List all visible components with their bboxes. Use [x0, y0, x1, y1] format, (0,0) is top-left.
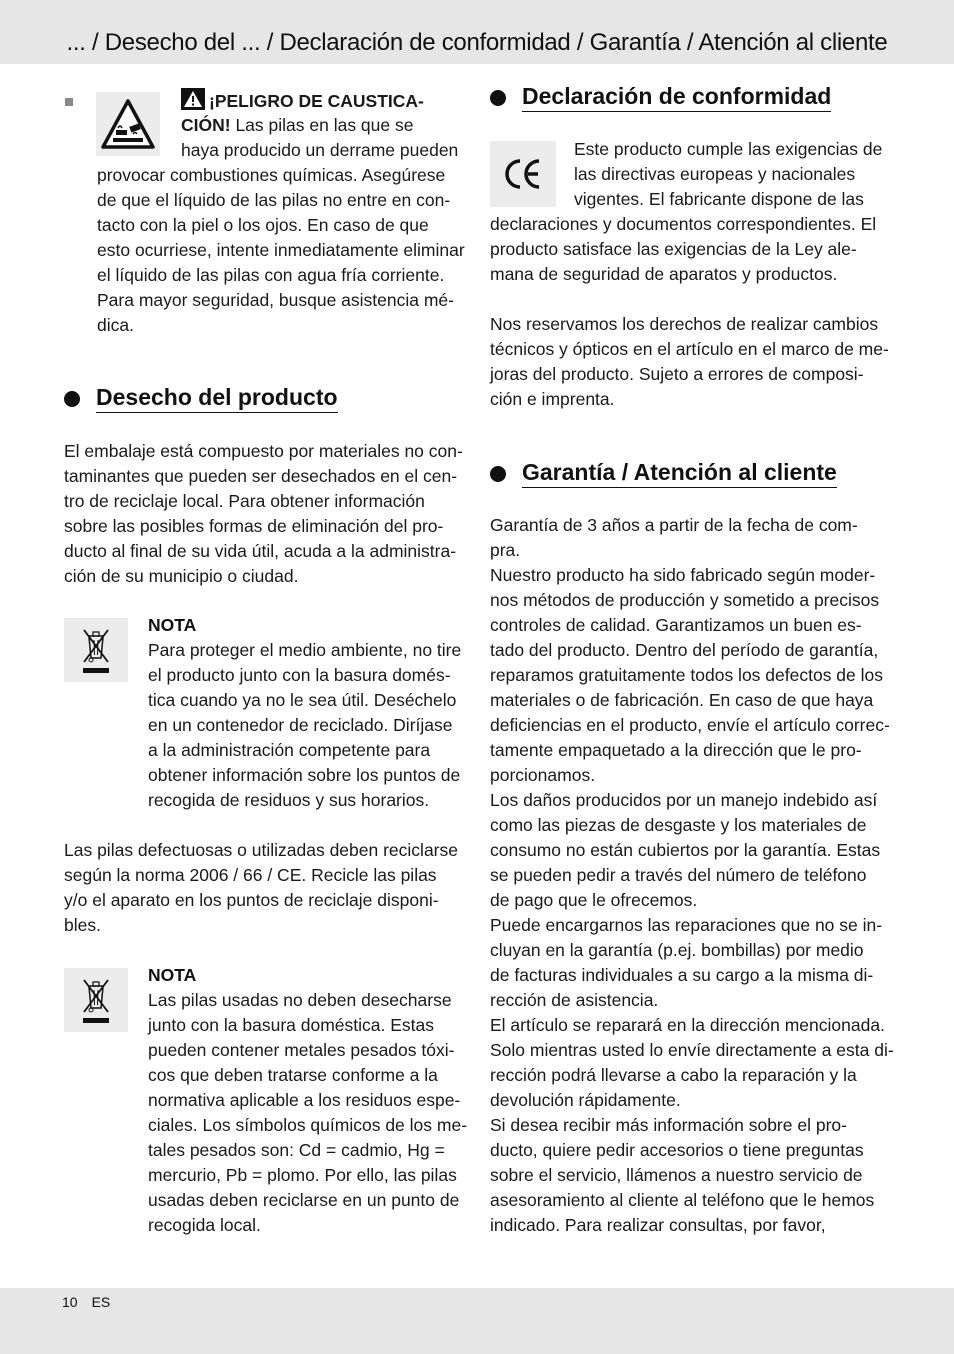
conformity-text-below: declaraciones y documentos correspondientes. El producto satisface las exigencias de la Ley ale- mana de seguridad de aparatos y productos. [490, 214, 877, 284]
language-code: ES [91, 1294, 111, 1310]
warning-line-2-text: Las pilas en las que se [230, 115, 414, 135]
crossed-out-bin-icon [64, 968, 128, 1032]
crossed-out-bin-icon [64, 618, 128, 682]
batteries-text: Las pilas defectuosas o utilizadas deben reciclarse según la norma 2006 / 66 / CE. Recicle las pilas y/o el aparato en los puntos de reciclaje disponi- bles. [64, 840, 458, 935]
warning-title: ¡PELIGRO DE CAUSTICA- [209, 91, 424, 111]
caustic-hazard-icon [96, 92, 160, 156]
footer-band [0, 1288, 954, 1354]
bullet-dot [64, 391, 80, 407]
footer [62, 1294, 124, 1310]
conformity-reserve: Nos reservamos los derechos de realizar cambios técnicos y ópticos en el artículo en el marco de me- joras del producto. Sujeto a errores de composi- ción e imprenta. [490, 314, 889, 409]
disposal-intro: El embalaje está compuesto por materiales no con- taminantes que pueden ser desechados en el cen- tro de reciclaje local. Para obtener información sobre las posibles formas de eliminación del pro- ducto al final de su vida útil, acuda a la administra- ción de su municipio o ciudad. [64, 441, 463, 586]
conformity-text-beside: Este producto cumple las exigencias de las directivas europeas y nacionales vigentes. El fabricante dispone de las [574, 139, 883, 209]
warning-body: provocar combustiones químicas. Asegúrese de que el líquido de las pilas no entre en con- tacto con la piel o los ojos. En caso de que esto ocurriese, intente inmediatamente eliminar el líquido de las pilas con agua fría corriente. Para mayor seguridad, busque asistencia mé- dica. [97, 165, 465, 335]
square-bullet [65, 98, 73, 106]
note-2-title: NOTA [148, 965, 197, 985]
warning-title-continued: CIÓN! [181, 115, 231, 135]
warranty-body: Garantía de 3 años a partir de la fecha de com- pra. Nuestro producto ha sido fabricado según moder- nos métodos de producción y sometido a precisos controles de calidad. Garantizamos un buen es- tado del producto. Dentro del período de garantía, reparamos gratuitamente todos los defectos de los materiales o de fabricación. En caso de que haya deficiencias en el producto, envíe el artículo correc- tamente empaquetado a la dirección que le pro- porcionamos. Los daños producidos por un manejo indebido así como las piezas de desgaste y los materiales de consumo no están cubiertos por la garantía. Estas se pueden pedir a través del número de teléfono de pago que le ofrecemos. Puede encargarnos las reparaciones que no se in- cluyan en la garantía (p.ej. bombillas) por medio de facturas individuales a su cargo a la misma di- rección de asistencia. El artículo se reparará en la dirección mencionada. Solo mientras usted lo envíe directamente a esta di- rección podrá llevarse a cabo la reparación y la devolución rápidamente. Si desea recibir más información sobre el pro- ducto, quiere pedir accesorios o tiene preguntas sobre el servicio, llámenos a nuestro servicio de asesoramiento al cliente al teléfono que le hemos indicado. Para realizar consultas, por favor, [490, 515, 894, 1235]
disposal-heading [64, 384, 338, 413]
page-header-title: ... / Desecho del ... / Declaración de conformidad / Garantía / Atención al cliente [66, 29, 888, 56]
warning-line-2 [181, 113, 413, 138]
warranty-heading-text: Garantía / Atención al cliente [522, 459, 837, 488]
note-2-body: Las pilas usadas no deben desecharse junto con la basura doméstica. Estas pueden contener metales pesados tóxi- cos que deben tratarse conforme a la normativa aplicable a los residuos espe- ciales. Los símbolos químicos de los me- tales pesados son: Cd = cadmio, Hg = mercurio, Pb = plomo. Por ello, las pilas usadas deben reciclarse en un punto de recogida local. [148, 990, 468, 1235]
conformity-heading-text: Declaración de conformidad [522, 83, 831, 112]
disposal-heading-text: Desecho del producto [96, 384, 338, 413]
note-1-title: NOTA [148, 615, 197, 635]
ce-mark-icon [490, 141, 556, 207]
conformity-heading [490, 83, 831, 112]
warning-line-3: haya producido un derrame pueden [181, 140, 459, 160]
note-1-body: Para proteger el medio ambiente, no tire el producto junto con la basura domés- tica cuando ya no le sea útil. Deséchelo en un contenedor de reciclado. Diríjase a la administración competente para obtener información sobre los puntos de recogida de residuos y sus horarios. [148, 640, 462, 810]
bullet-dot [490, 466, 506, 482]
warranty-heading [490, 459, 837, 488]
bullet-dot [490, 90, 506, 106]
page-number: 10 [62, 1294, 78, 1310]
